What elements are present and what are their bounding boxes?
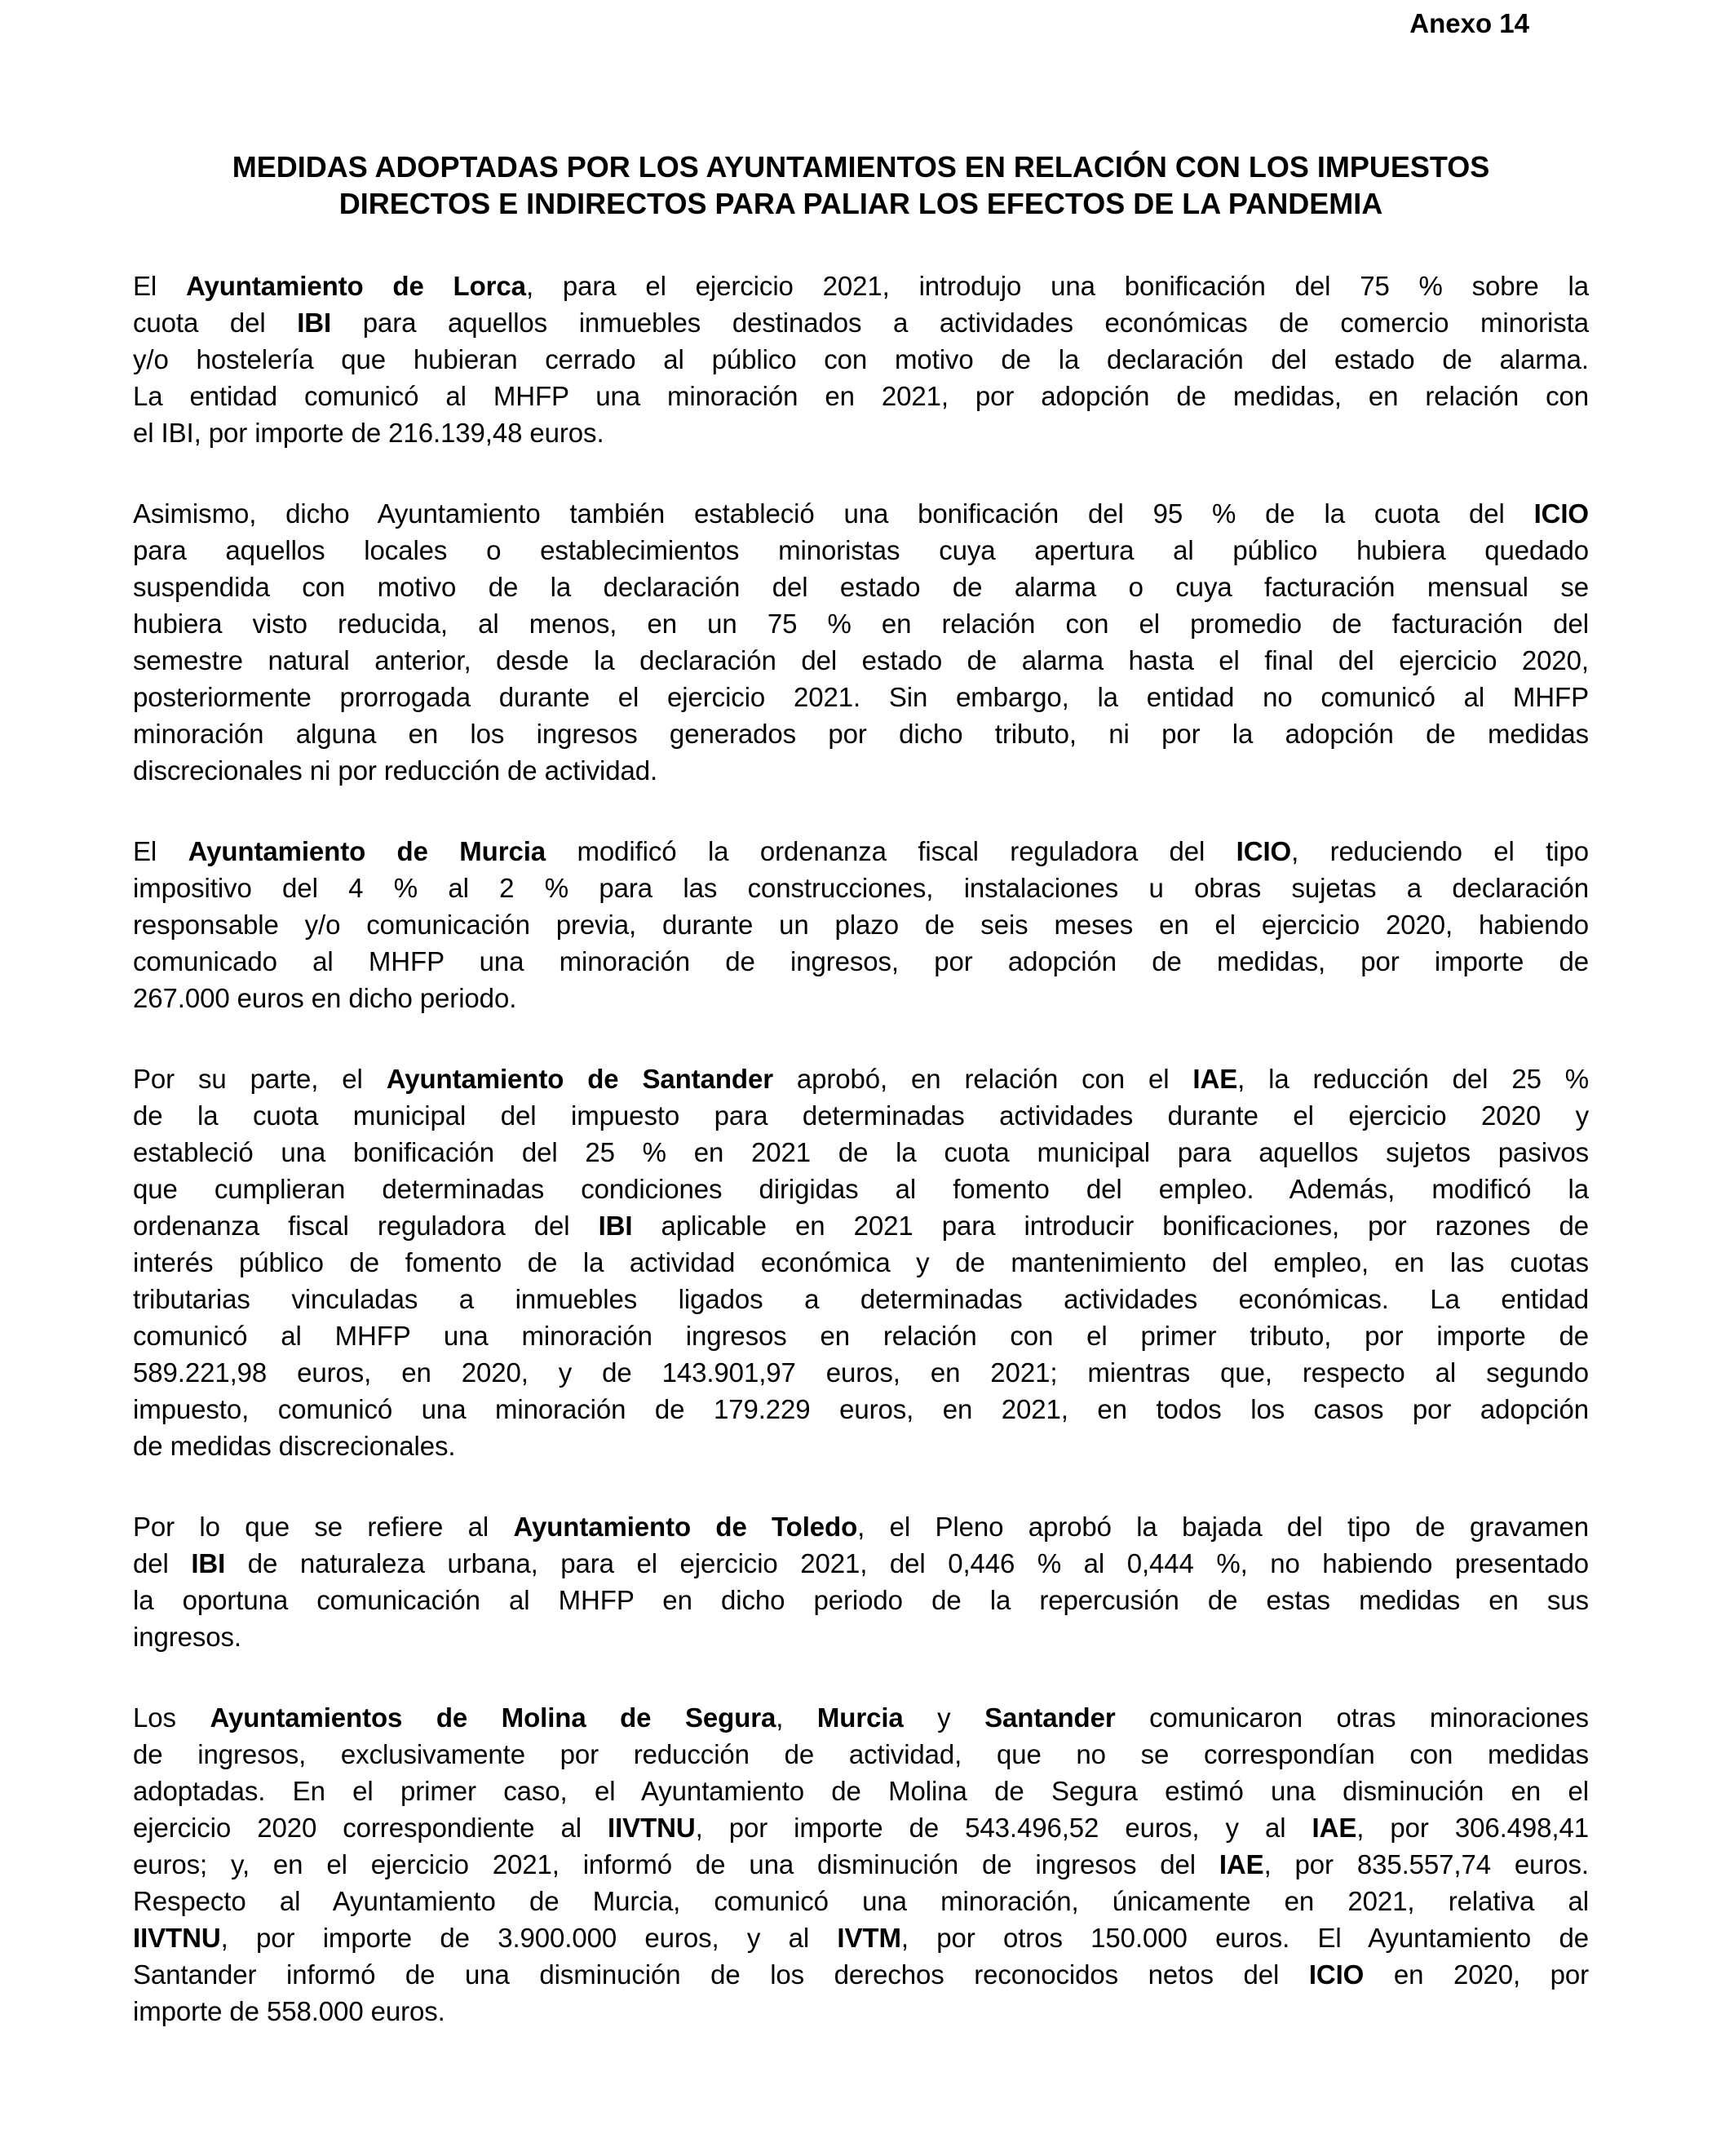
paragraph-6-line-9	[133, 1993, 1589, 2030]
text-run: de ingresos, exclusivamente por reducción de actividad, que no se correspondían con medidas	[133, 1739, 1589, 1769]
text-run: para aquellos locales o establecimientos minoristas cuya apertura al público hubiera quedado	[133, 535, 1589, 565]
bold-text-run: IIVTNU	[608, 1813, 696, 1843]
paragraph-5-line-4	[133, 1618, 1589, 1655]
paragraph-4-line-4	[133, 1171, 1589, 1207]
text-run: , por importe de 3.900.000 euros, y al	[220, 1923, 838, 1953]
text-run: euros; y, en el ejercicio 2021, informó de una disminución de ingresos del	[133, 1849, 1219, 1879]
paragraph-6-line-2	[133, 1736, 1589, 1773]
paragraph-4	[133, 1060, 1589, 1464]
document-title-line-1: MEDIDAS ADOPTADAS POR LOS AYUNTAMIENTOS EN RELACIÓN CON LOS IMPUESTOS	[232, 150, 1490, 184]
paragraph-4-line-9	[133, 1354, 1589, 1391]
paragraph-5-line-2	[133, 1545, 1589, 1582]
text-run: de la cuota municipal del impuesto para determinadas actividades durante el ejercicio 2020 y	[133, 1100, 1589, 1131]
text-run: interés público de fomento de la actividad económica y de mantenimiento del empleo, en las cuotas	[133, 1247, 1589, 1277]
paragraph-6-line-3	[133, 1773, 1589, 1809]
bold-text-run: IIVTNU	[133, 1923, 221, 1953]
paragraph-6-line-4	[133, 1809, 1589, 1846]
text-run: de naturaleza urbana, para el ejercicio 2021, del 0,446 % al 0,444 %, no habiendo presentado	[225, 1548, 1589, 1578]
text-run: que cumplieran determinadas condiciones dirigidas al fomento del empleo. Además, modificó la	[133, 1174, 1589, 1204]
paragraph-3	[133, 833, 1589, 1016]
text-run: , por 835.557,74 euros.	[1263, 1849, 1589, 1879]
bold-text-run: Ayuntamiento de Lorca	[185, 271, 526, 301]
paragraphs	[133, 268, 1589, 2030]
text-run: de medidas discrecionales.	[133, 1431, 456, 1461]
text-run: discrecionales ni por reducción de actividad.	[133, 755, 658, 786]
text-run: aplicable en 2021 para introducir bonificaciones, por razones de	[632, 1211, 1589, 1241]
paragraph-6	[133, 1699, 1589, 2030]
bold-text-run: IAE	[1192, 1064, 1238, 1094]
paragraph-4-line-3	[133, 1134, 1589, 1171]
bold-text-run: ICIO	[1308, 1959, 1365, 1990]
paragraph-1-line-1	[133, 268, 1589, 304]
text-run: y/o hostelería que hubieran cerrado al público con motivo de la declaración del estado de alarma.	[133, 344, 1589, 374]
text-run: Respecto al Ayuntamiento de Murcia, comunicó una minoración, únicamente en 2021, relativa al	[133, 1886, 1589, 1916]
text-run: Por lo que se refiere al	[133, 1512, 514, 1542]
text-run: Santander informó de una disminución de los derechos reconocidos netos del	[133, 1959, 1309, 1990]
text-run: la oportuna comunicación al MHFP en dicho periodo de la repercusión de estas medidas en sus	[133, 1585, 1589, 1615]
paragraph-5	[133, 1508, 1589, 1655]
annex-label: Anexo 14	[1409, 8, 1529, 38]
text-run: , por otros 150.000 euros. El Ayuntamiento de	[900, 1923, 1589, 1953]
paragraph-2-line-6	[133, 679, 1589, 715]
text-run: Asimismo, dicho Ayuntamiento también estableció una bonificación del 95 % de la cuota del	[133, 498, 1534, 529]
paragraph-1-line-2	[133, 304, 1589, 341]
text-run: para aquellos inmuebles destinados a actividades económicas de comercio minorista	[331, 308, 1589, 338]
paragraph-2-line-1	[133, 495, 1589, 532]
text-run: y	[903, 1702, 985, 1733]
text-run: 267.000 euros en dicho periodo.	[133, 983, 517, 1013]
bold-text-run: IAE	[1219, 1849, 1264, 1879]
paragraph-6-line-1	[133, 1699, 1589, 1736]
paragraph-3-line-3	[133, 906, 1589, 943]
bold-text-run: IBI	[598, 1211, 633, 1241]
paragraph-3-line-2	[133, 870, 1589, 906]
text-run: aprobó, en relación con el	[772, 1064, 1193, 1094]
paragraph-3-line-1	[133, 833, 1589, 870]
text-run: responsable y/o comunicación previa, durante un plazo de seis meses en el ejercicio 2020, habiendo	[133, 910, 1589, 940]
text-run: comunicaron otras minoraciones	[1115, 1702, 1589, 1733]
text-run: hubiera visto reducida, al menos, en un 75 % en relación con el promedio de facturación del	[133, 609, 1589, 639]
paragraph-2-line-2	[133, 532, 1589, 569]
text-run: del	[133, 1548, 192, 1578]
paragraph-2-line-4	[133, 605, 1589, 642]
text-run: Los	[133, 1702, 210, 1733]
paragraph-6-line-7	[133, 1919, 1589, 1956]
paragraph-4-line-10	[133, 1391, 1589, 1428]
text-run: , por 306.498,41	[1356, 1813, 1589, 1843]
bold-text-run: IAE	[1312, 1813, 1357, 1843]
text-run: suspendida con motivo de la declaración del estado de alarma o cuya facturación mensual se	[133, 572, 1589, 602]
text-run: , reduciendo el tipo	[1291, 836, 1589, 866]
text-run: ,	[776, 1702, 817, 1733]
text-run: estableció una bonificación del 25 % en 2021 de la cuota municipal para aquellos sujetos pasivos	[133, 1137, 1589, 1167]
text-run: 589.221,98 euros, en 2020, y de 143.901,97 euros, en 2021; mientras que, respecto al segundo	[133, 1357, 1589, 1388]
paragraph-6-line-6	[133, 1883, 1589, 1919]
text-run: impositivo del 4 % al 2 % para las construcciones, instalaciones u obras sujetas a declaración	[133, 873, 1589, 903]
paragraph-2-line-5	[133, 642, 1589, 679]
text-run: adoptadas. En el primer caso, el Ayuntamiento de Molina de Segura estimó una disminución en el	[133, 1776, 1589, 1806]
paragraph-6-line-8	[133, 1956, 1589, 1993]
paragraph-4-line-8	[133, 1317, 1589, 1354]
bold-text-run: Ayuntamiento de Toledo	[513, 1512, 858, 1542]
text-run: , para el ejercicio 2021, introdujo una bonificación del 75 % sobre la	[525, 271, 1589, 301]
bold-text-run: Murcia	[816, 1702, 904, 1733]
paragraph-4-line-6	[133, 1244, 1589, 1281]
text-run: , el Pleno aprobó la bajada del tipo de gravamen	[857, 1512, 1590, 1542]
bold-text-run: ICIO	[1533, 498, 1589, 529]
paragraph-2-line-8	[133, 752, 1589, 789]
bold-text-run: Ayuntamientos de Molina de Segura	[210, 1702, 776, 1733]
text-run: comunicó al MHFP una minoración ingresos en relación con el primer tributo, por importe de	[133, 1321, 1589, 1351]
paragraph-4-line-11	[133, 1428, 1589, 1464]
document-title	[133, 148, 1589, 222]
paragraph-1-line-4	[133, 378, 1589, 414]
paragraph-5-line-1	[133, 1508, 1589, 1545]
bold-text-run: Ayuntamiento de Santander	[386, 1064, 773, 1094]
text-run: La entidad comunicó al MHFP una minoración en 2021, por adopción de medidas, en relación con	[133, 381, 1589, 411]
paragraph-4-line-5	[133, 1207, 1589, 1244]
text-run: Por su parte, el	[133, 1064, 387, 1094]
paragraph-5-line-3	[133, 1582, 1589, 1618]
text-run: modificó la ordenanza fiscal reguladora del	[546, 836, 1236, 866]
text-run: ordenanza fiscal reguladora del	[133, 1211, 599, 1241]
text-run: importe de 558.000 euros.	[133, 1996, 445, 2026]
text-run: cuota del	[133, 308, 298, 338]
paragraph-1-line-3	[133, 341, 1589, 378]
bold-text-run: IBI	[191, 1548, 226, 1578]
paragraph-2-line-7	[133, 715, 1589, 752]
text-run: posteriormente prorrogada durante el ejercicio 2021. Sin embargo, la entidad no comunicó al MHFP	[133, 682, 1589, 712]
text-run: impuesto, comunicó una minoración de 179.229 euros, en 2021, en todos los casos por adopción	[133, 1394, 1589, 1424]
text-run: El	[133, 271, 186, 301]
text-run: minoración alguna en los ingresos generados por dicho tributo, ni por la adopción de medidas	[133, 719, 1589, 749]
text-run: ejercicio 2020 correspondiente al	[133, 1813, 608, 1843]
document-title-line-2: DIRECTOS E INDIRECTOS PARA PALIAR LOS EFECTOS DE LA PANDEMIA	[338, 187, 1383, 220]
text-run: en 2020, por	[1364, 1959, 1590, 1990]
paragraph-4-line-2	[133, 1097, 1589, 1134]
paragraph-3-line-5	[133, 980, 1589, 1016]
bold-text-run: ICIO	[1236, 836, 1292, 866]
paragraph-4-line-1	[133, 1060, 1589, 1097]
text-run: El	[133, 836, 188, 866]
text-run: comunicado al MHFP una minoración de ingresos, por adopción de medidas, por importe de	[133, 946, 1589, 976]
text-run: semestre natural anterior, desde la declaración del estado de alarma hasta el final del ejercicio 2020,	[133, 645, 1589, 675]
paragraph-1-line-5	[133, 414, 1589, 451]
bold-text-run: Santander	[984, 1702, 1116, 1733]
text-run: , la reducción del 25 %	[1237, 1064, 1589, 1094]
paragraph-2-line-3	[133, 569, 1589, 605]
text-run: el IBI, por importe de 216.139,48 euros.	[133, 418, 604, 448]
paragraph-3-line-4	[133, 943, 1589, 980]
bold-text-run: IVTM	[837, 1923, 901, 1953]
paragraph-2	[133, 495, 1589, 789]
bold-text-run: IBI	[297, 308, 332, 338]
paragraph-1	[133, 268, 1589, 451]
text-run: , por importe de 543.496,52 euros, y al	[695, 1813, 1312, 1843]
text-run: tributarias vinculadas a inmuebles ligados a determinadas actividades económicas. La entidad	[133, 1284, 1589, 1314]
paragraph-4-line-7	[133, 1281, 1589, 1317]
bold-text-run: Ayuntamiento de Murcia	[188, 836, 546, 866]
paragraph-6-line-5	[133, 1846, 1589, 1883]
text-run: ingresos.	[133, 1622, 242, 1652]
